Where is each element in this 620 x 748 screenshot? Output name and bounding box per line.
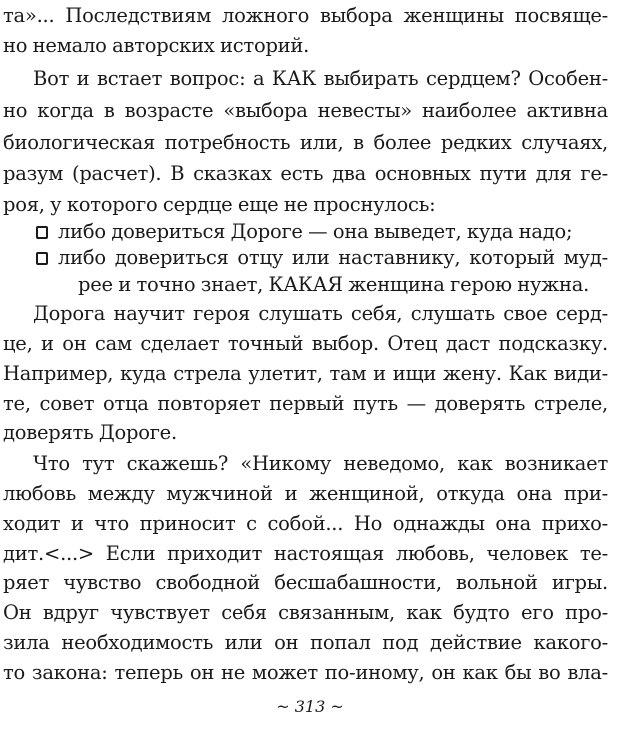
- list-item: либо довериться отцу или наставнику, который муд-: [58, 246, 608, 269]
- text-line: но немало авторских историй.: [3, 34, 310, 57]
- text-line: Дорога научит героя слушать себя, слушать свое серд-: [33, 302, 608, 325]
- text-line: разум (расчет). В сказках есть два основных пути для ге-: [3, 162, 608, 185]
- text-line: биологическая потребность или, в более редких случаях,: [3, 131, 608, 154]
- text-line: Что тут скажешь? «Никому неведомо, как возникает: [33, 452, 608, 475]
- text-line: ходит и что приносит с собой... Но однажды она прихо-: [3, 512, 608, 535]
- text-line: дит.<...> Если приходит настоящая любовь, человек те-: [3, 542, 608, 565]
- text-line: Вот и встает вопрос: а КАК выбирать сердцем? Особен-: [33, 67, 608, 90]
- text-line: те, совет отца повторяет первый путь — доверять стреле,: [3, 392, 608, 415]
- text-line: та»... Последствиям ложного выбора женщины посвяще-: [3, 4, 608, 27]
- text-line: то закона: теперь он не может по-иному, он как бы во вла-: [3, 661, 608, 684]
- text-line: зила необходимость или он попал под действие какого-: [3, 631, 608, 654]
- text-line: Он вдруг чувствует себя связанным, как будто его про-: [3, 601, 608, 624]
- list-item: либо довериться Дороге — она выведет, куда надо;: [58, 220, 573, 243]
- text-line: любовь между мужчиной и женщиной, откуда она при-: [3, 482, 608, 505]
- text-line: роя, у которого сердце еще не проснулось:: [3, 193, 436, 216]
- list-item-continuation: рее и точно знает, КАКАЯ женщина герою нужна.: [78, 273, 590, 296]
- text-line: но когда в возрасте «выбора невесты» наиболее активна: [3, 99, 608, 122]
- page-number: ~ 313 ~: [276, 697, 344, 716]
- text-line: Например, куда стрела улетит, там и ищи жену. Как види-: [3, 362, 608, 385]
- text-line: ряет чувство свободной бесшабашности, вольной игры.: [3, 571, 608, 594]
- text-line: доверять Дороге.: [3, 421, 177, 444]
- text-line: це, и он сам сделает точный выбор. Отец даст подсказку.: [3, 332, 608, 355]
